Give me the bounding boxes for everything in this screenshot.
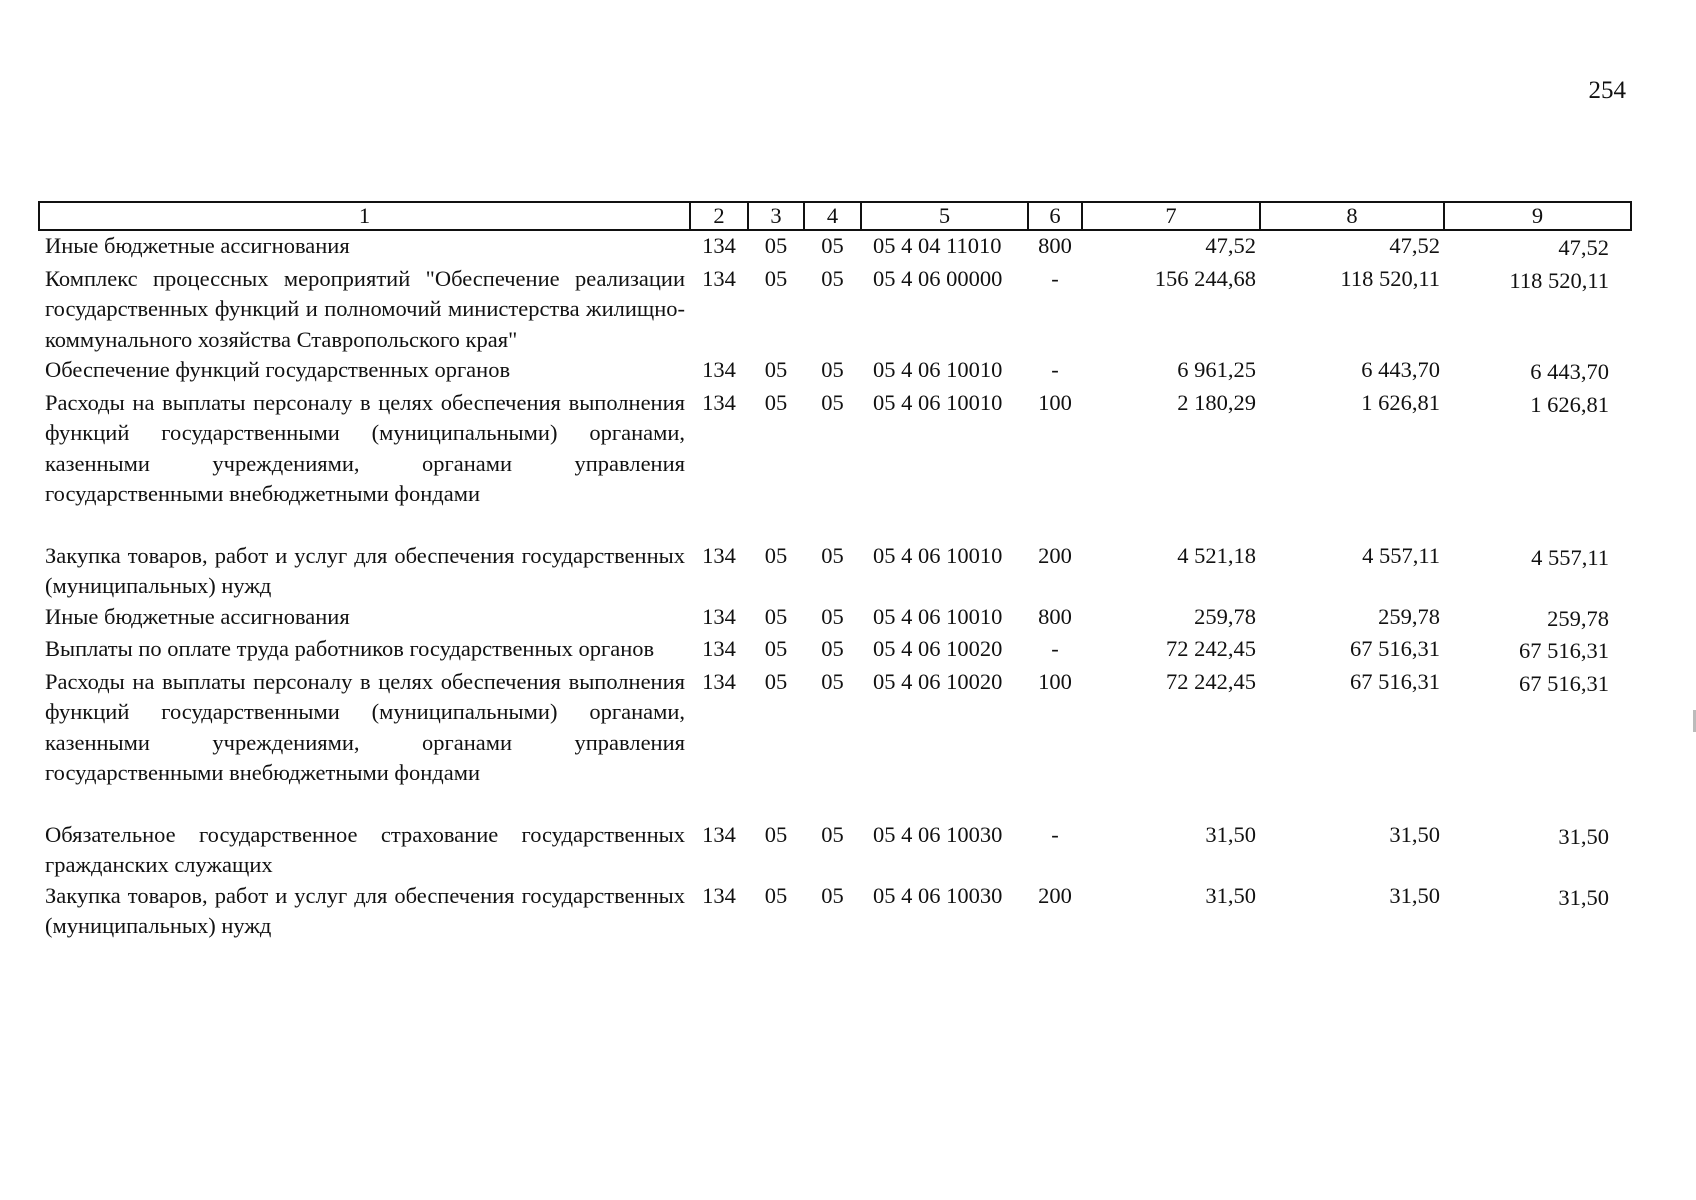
table-row (39, 264, 1631, 356)
row-value-8: 67 516,31 (1350, 636, 1440, 661)
row-value-9: 31,50 (1558, 884, 1609, 910)
table-row (39, 881, 1631, 942)
row-value-7: 6 961,25 (1177, 357, 1256, 382)
row-value-8: 118 520,11 (1340, 265, 1440, 291)
row-value-9: 259,78 (1547, 605, 1609, 631)
row-col-2: 134 (702, 636, 736, 661)
row-col-5: 05 4 06 10010 (873, 389, 1003, 415)
row-col-4: 05 (821, 357, 844, 382)
table-row (39, 388, 1631, 541)
row-value-8: 259,78 (1378, 603, 1440, 629)
row-value-8: 31,50 (1389, 882, 1440, 908)
header-col-7: 7 (1082, 202, 1260, 230)
row-col-5: 05 4 06 10010 (873, 542, 1003, 568)
row-col-5: 05 4 06 00000 (873, 265, 1003, 291)
row-value-7: 259,78 (1194, 603, 1256, 629)
row-value-7: 4 521,18 (1177, 542, 1256, 568)
row-col-4: 05 (821, 233, 844, 258)
row-col-3: 05 (764, 233, 788, 258)
row-col-3: 05 (764, 668, 788, 694)
row-col-3: 05 (764, 542, 788, 568)
row-value-8: 4 557,11 (1362, 542, 1440, 568)
row-col-5: 05 4 06 10020 (873, 668, 1003, 694)
row-col-6: 800 (1038, 603, 1072, 629)
row-col-4: 05 (821, 668, 844, 694)
table-row (39, 820, 1631, 881)
row-col-6: - (1051, 821, 1059, 847)
table-row (39, 602, 1631, 635)
row-col-4: 05 (821, 603, 844, 629)
row-value-7: 31,50 (1205, 821, 1256, 847)
row-col-2: 134 (702, 233, 736, 258)
row-col-5: 05 4 06 10010 (873, 603, 1003, 629)
row-col-2: 134 (702, 389, 736, 415)
header-col-9: 9 (1444, 202, 1631, 230)
row-col-3: 05 (764, 636, 788, 661)
row-value-7: 47,52 (1205, 233, 1256, 258)
row-name: Иные бюджетные ассигнования (45, 233, 350, 258)
row-col-3: 05 (764, 882, 788, 908)
row-col-6: 100 (1038, 668, 1072, 694)
row-col-2: 134 (702, 821, 736, 847)
row-value-8: 6 443,70 (1361, 357, 1440, 382)
row-value-7: 72 242,45 (1166, 668, 1256, 694)
row-name: Иные бюджетные ассигнования (45, 603, 350, 629)
row-name: Комплекс процессных мероприятий "Обеспечение реализации государственных функций и полномочий министерства жилищно-коммунального хозяйства Ставропольского края" (45, 265, 685, 352)
table-row (39, 355, 1631, 388)
column-number-header (39, 202, 1631, 230)
row-col-3: 05 (764, 265, 788, 291)
row-col-3: 05 (764, 389, 788, 415)
header-col-5: 5 (861, 202, 1028, 230)
row-name: Расходы на выплаты персоналу в целях обеспечения выполнения функций государственными (муниципальными) органами, казенными учреждениями, органами управления государственными внебюджетными фондами (45, 389, 685, 506)
row-col-5: 05 4 06 10030 (873, 821, 1003, 847)
row-value-9: 6 443,70 (1530, 359, 1609, 384)
row-col-6: 200 (1038, 542, 1072, 568)
row-name: Закупка товаров, работ и услуг для обеспечения государственных (муниципальных) нужд (45, 882, 685, 938)
row-value-7: 31,50 (1205, 882, 1256, 908)
row-value-8: 47,52 (1389, 233, 1440, 258)
row-col-2: 134 (702, 265, 736, 291)
row-col-3: 05 (764, 357, 788, 382)
row-value-7: 156 244,68 (1154, 265, 1256, 291)
table-row (39, 230, 1631, 264)
row-value-8: 31,50 (1389, 821, 1440, 847)
row-col-4: 05 (821, 542, 844, 568)
table-row (39, 667, 1631, 820)
row-value-9: 47,52 (1558, 235, 1609, 260)
row-col-6: - (1051, 265, 1059, 291)
row-value-8: 1 626,81 (1361, 389, 1440, 415)
row-value-7: 2 180,29 (1177, 389, 1256, 415)
row-col-6: 200 (1038, 882, 1072, 908)
row-col-2: 134 (702, 357, 736, 382)
row-value-9: 118 520,11 (1509, 267, 1609, 293)
row-col-2: 134 (702, 542, 736, 568)
row-col-6: - (1051, 636, 1059, 661)
row-col-6: - (1051, 357, 1059, 382)
row-col-5: 05 4 06 10020 (873, 636, 1003, 661)
row-col-4: 05 (821, 265, 844, 291)
row-col-6: 800 (1038, 233, 1072, 258)
row-col-4: 05 (821, 882, 844, 908)
row-col-2: 134 (702, 668, 736, 694)
row-col-3: 05 (764, 603, 788, 629)
row-name: Расходы на выплаты персоналу в целях обеспечения выполнения функций государственными (муниципальными) органами, казенными учреждениями, органами управления государственными внебюджетными фондами (45, 668, 685, 785)
row-value-9: 1 626,81 (1530, 391, 1609, 417)
row-col-2: 134 (702, 603, 736, 629)
row-col-3: 05 (764, 821, 788, 847)
row-col-4: 05 (821, 636, 844, 661)
row-value-7: 72 242,45 (1166, 636, 1256, 661)
row-col-6: 100 (1038, 389, 1072, 415)
row-value-8: 67 516,31 (1350, 668, 1440, 694)
row-name: Обязательное государственное страхование государственных гражданских служащих (45, 821, 685, 877)
row-value-9: 67 516,31 (1519, 670, 1609, 696)
row-name: Закупка товаров, работ и услуг для обеспечения государственных (муниципальных) нужд (45, 542, 685, 598)
budget-table (38, 201, 1632, 942)
row-col-5: 05 4 06 10030 (873, 882, 1003, 908)
header-col-4: 4 (804, 202, 861, 230)
table-row (39, 541, 1631, 602)
header-col-8: 8 (1260, 202, 1444, 230)
header-col-3: 3 (748, 202, 804, 230)
header-col-6: 6 (1028, 202, 1082, 230)
header-col-2: 2 (690, 202, 748, 230)
table-row (39, 634, 1631, 667)
header-col-1: 1 (39, 202, 690, 230)
row-value-9: 31,50 (1558, 823, 1609, 849)
row-col-5: 05 4 06 10010 (873, 357, 1003, 382)
row-col-4: 05 (821, 389, 844, 415)
page-number: 254 (1588, 77, 1626, 104)
row-value-9: 4 557,11 (1531, 544, 1609, 570)
row-name: Обеспечение функций государственных органов (45, 357, 511, 382)
row-value-9: 67 516,31 (1519, 638, 1609, 663)
row-col-2: 134 (702, 882, 736, 908)
row-col-5: 05 4 04 11010 (873, 233, 1002, 258)
row-col-4: 05 (821, 821, 844, 847)
row-name: Выплаты по оплате труда работников государственных органов (45, 636, 655, 661)
